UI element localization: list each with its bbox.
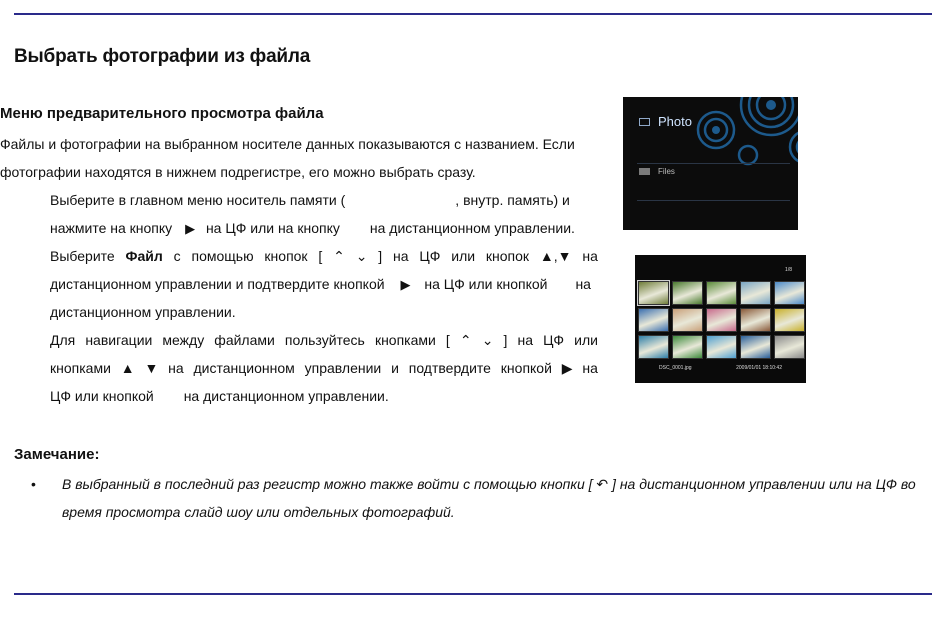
- word: [: [445, 332, 450, 348]
- file-name: DSC_0001.jpg: [659, 365, 692, 371]
- top-rule: [14, 13, 932, 15]
- photo-thumbnail[interactable]: [672, 335, 703, 359]
- decorative-rings: [676, 97, 798, 170]
- word: или: [451, 248, 476, 264]
- word: [: [318, 248, 323, 264]
- word: на: [582, 248, 598, 264]
- step-line-7: [50, 354, 598, 382]
- word: ⌄: [481, 332, 494, 348]
- photo-thumbnail[interactable]: [638, 335, 669, 359]
- step-line-8: ЦФ или кнопкой на дистанционном управлении.: [50, 388, 389, 404]
- word: на: [168, 360, 184, 376]
- word: Файл: [125, 248, 163, 264]
- menu-divider: [637, 200, 790, 201]
- word: ⌃: [459, 332, 472, 348]
- word: Выберите: [50, 248, 115, 264]
- word: пользуйтесь: [284, 332, 365, 348]
- word: ▶: [561, 360, 573, 376]
- step-line-4: дистанционном управлении и подтвердите кнопкой ▶ на ЦФ или кнопкой на: [50, 276, 591, 292]
- photo-thumbnail[interactable]: [774, 281, 805, 305]
- step-line-6: [50, 326, 598, 354]
- photo-thumbnail[interactable]: [706, 281, 737, 305]
- note-text: [62, 470, 942, 526]
- photo-thumbnail[interactable]: [638, 308, 669, 332]
- word: на: [393, 248, 409, 264]
- photo-thumbnail[interactable]: [740, 308, 771, 332]
- photo-thumbnail[interactable]: [774, 308, 805, 332]
- word: файлами: [214, 332, 275, 348]
- word: управлении: [304, 360, 382, 376]
- word: ▲: [120, 360, 135, 376]
- bottom-rule: [14, 593, 932, 595]
- page-title: Выбрать фотографии из файла: [14, 46, 311, 67]
- note-line-1: В выбранный в последний раз регистр можно также войти с помощью кнопки [ ↶ ] на дистанционном управлении или на ЦФ во: [62, 476, 916, 492]
- word: помощью: [191, 248, 254, 264]
- thumbnail-grid: [638, 281, 805, 359]
- word: на: [517, 332, 533, 348]
- word: ]: [503, 332, 508, 348]
- word: дистанционном: [193, 360, 295, 376]
- note-line-2: время просмотра слайд шоу или отдельных фотографий.: [62, 504, 455, 520]
- word: ▼: [144, 360, 159, 376]
- word: подтвердите: [408, 360, 491, 376]
- folder-icon: [639, 168, 650, 175]
- word: кнопок: [264, 248, 308, 264]
- word: ▲,▼: [539, 248, 572, 264]
- menu-item-photo[interactable]: Photo: [639, 114, 692, 129]
- menu-divider: [637, 163, 790, 164]
- word: и: [391, 360, 399, 376]
- photo-thumbnail[interactable]: [672, 308, 703, 332]
- word: ⌄: [355, 248, 368, 264]
- step-line-3: [50, 242, 598, 270]
- photo-icon: [639, 118, 650, 126]
- word: ⌃: [333, 248, 345, 264]
- bullet-icon: •: [31, 476, 36, 492]
- photo-thumbnail[interactable]: [706, 308, 737, 332]
- play-icon: ▶: [400, 277, 411, 292]
- section-title: Меню предварительного просмотра файла: [0, 105, 324, 122]
- intro-line-2: фотографии находятся в нижнем подрегистре, его можно выбрать сразу.: [0, 164, 476, 180]
- word: кнопками: [374, 332, 436, 348]
- word: с: [173, 248, 181, 264]
- thumbnail-screenshot: [635, 255, 806, 383]
- intro-line-1: Файлы и фотографии на выбранном носителе данных показываются с названием. Если: [0, 136, 575, 152]
- step-line-1: Выберите в главном меню носитель памяти ( , внутр. память) и: [50, 192, 570, 208]
- menu-screenshot: [623, 97, 798, 230]
- photo-thumbnail[interactable]: [774, 335, 805, 359]
- word: кнопкой: [500, 360, 552, 376]
- word: или: [574, 332, 598, 348]
- photo-thumbnail[interactable]: [706, 335, 737, 359]
- photo-counter: 1/8: [785, 267, 792, 273]
- play-icon: ▶: [185, 221, 196, 236]
- photo-thumbnail[interactable]: [672, 281, 703, 305]
- word: между: [162, 332, 205, 348]
- word: на: [582, 360, 598, 376]
- note-title: Замечание:: [14, 446, 100, 463]
- word: кнопок: [485, 248, 530, 264]
- word: ЦФ: [419, 248, 441, 264]
- photo-thumbnail[interactable]: [638, 281, 669, 305]
- file-date: 2009/01/01 18:10:42: [736, 365, 782, 371]
- photo-thumbnail[interactable]: [740, 281, 771, 305]
- word: Для: [50, 332, 76, 348]
- menu-item-files[interactable]: Files: [639, 167, 675, 176]
- word: кнопками: [50, 360, 111, 376]
- step-line-2: нажмите на кнопку ▶ на ЦФ или на кнопку на дистанционном управлении.: [50, 220, 575, 236]
- word: ЦФ: [543, 332, 565, 348]
- word: ]: [378, 248, 383, 264]
- step-line-5: дистанционном управлении.: [50, 304, 236, 320]
- photo-thumbnail[interactable]: [740, 335, 771, 359]
- word: навигации: [85, 332, 153, 348]
